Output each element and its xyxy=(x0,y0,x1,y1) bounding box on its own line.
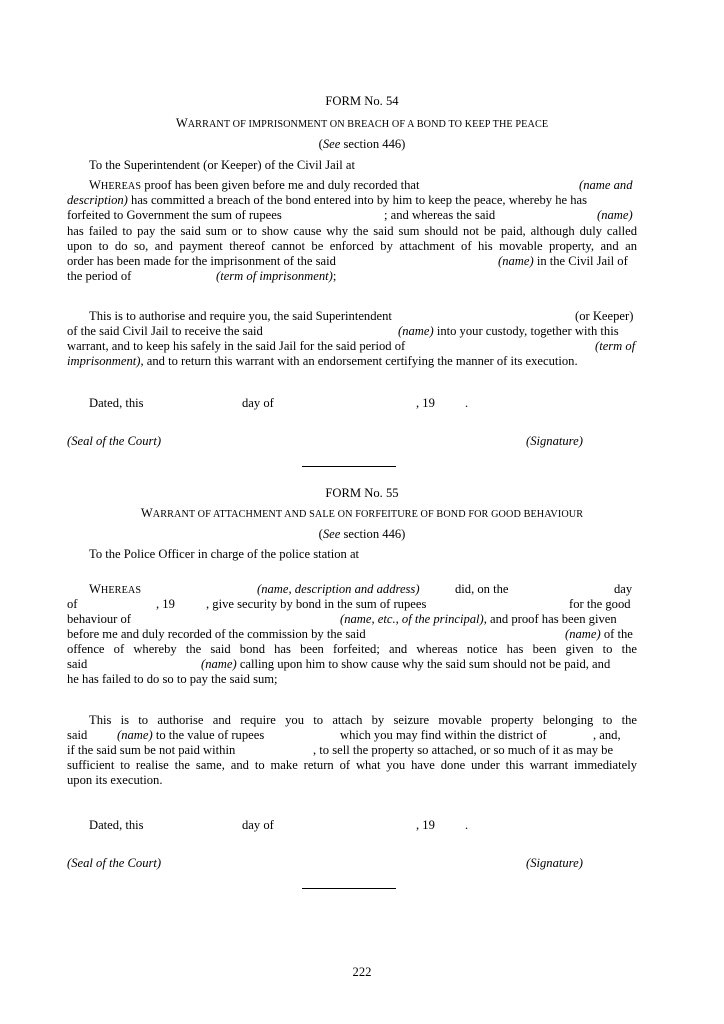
form55-para1-line6b: (name) calling upon him to show cause why the said sum should not be paid, and xyxy=(201,657,611,671)
form55-para1-line1b: did, on the xyxy=(455,582,509,596)
form55-dated-label: Dated, this xyxy=(89,818,144,832)
form55-para2-line2c: which you may find within the district of xyxy=(340,728,547,742)
form55-para1-line2a: of xyxy=(67,597,78,611)
form54-para2-line1b: (or Keeper) xyxy=(575,309,634,323)
form54-para2-line1a: This is to authorise and require you, the said Superintendent xyxy=(89,309,392,323)
form55-para2-line2d: , and, xyxy=(593,728,621,742)
form54-see-section: (See section 446) xyxy=(318,137,406,151)
form55-para1-line6a: said xyxy=(67,657,88,671)
form55-signature: (Signature) xyxy=(526,856,583,870)
form54-para1-line4: has failed to pay the said sum or to show cause why the said sum should not be paid, although duly called xyxy=(67,224,637,238)
form55-divider xyxy=(302,888,396,889)
form55-day-of: day of xyxy=(242,818,274,832)
form54-para1-line3b: ; and whereas the said xyxy=(384,208,496,222)
form55-para1-whereas: WHEREAS xyxy=(89,582,142,596)
form54-addressee: To the Superintendent (or Keeper) of the Civil Jail at xyxy=(89,158,355,172)
form54-para1-line3a: forfeited to Government the sum of rupees xyxy=(67,208,282,222)
form54-subtitle: WARRANT OF IMPRISONMENT ON BREACH OF A BOND TO KEEP THE PEACE xyxy=(175,116,549,130)
form55-para2-line2b: (name) to the value of rupees xyxy=(117,728,265,742)
form55-see-section: (See section 446) xyxy=(318,527,406,541)
form54-divider xyxy=(302,466,396,467)
form55-para1-line3a: behaviour of xyxy=(67,612,131,626)
form55-para1-line2c: , give security by bond in the sum of rupees xyxy=(206,597,427,611)
form55-year: , 19 xyxy=(416,818,435,832)
form54-para1-line6a: order has been made for the imprisonment of the said xyxy=(67,254,336,268)
form54-para2-line4: imprisonment), and to return this warrant with an endorsement certifying the manner of its execution. xyxy=(67,354,578,368)
form55-para1-line5: offence of whereby the said bond has been forfeited; and whereas notice has been given to the xyxy=(67,642,637,656)
form54-para2-line2a: of the said Civil Jail to receive the said xyxy=(67,324,263,338)
form55-para1-line2d: for the good xyxy=(569,597,631,611)
form55-para1-line1c: day xyxy=(614,582,633,596)
form55-para2-line2a: said xyxy=(67,728,88,742)
form54-para1-line7a: the period of xyxy=(67,269,132,283)
form55-title: FORM No. 55 xyxy=(325,486,399,500)
form55-para1-line4b: (name) of the xyxy=(565,627,633,641)
form54-year: , 19 xyxy=(416,396,435,410)
form54-day-of: day of xyxy=(242,396,274,410)
form54-dated-label: Dated, this xyxy=(89,396,144,410)
form55-dated-period: . xyxy=(465,818,469,832)
form54-para2-line3a: warrant, and to keep his safely in the said Jail for the said period of xyxy=(67,339,406,353)
form54-signature: (Signature) xyxy=(526,434,583,448)
form54-para1-line7b: (term of imprisonment); xyxy=(216,269,337,283)
form55-para2-line5: upon its execution. xyxy=(67,773,163,787)
form54-dated-period: . xyxy=(465,396,469,410)
form54-para1-line3-italic: (name) xyxy=(597,208,633,222)
form55-addressee: To the Police Officer in charge of the police station at xyxy=(89,547,360,561)
form54-para1-line5: upon to do so, and payment thereof cannot be enforced by attachment of his movable property, and an xyxy=(67,239,637,253)
form54-seal: (Seal of the Court) xyxy=(67,434,162,448)
page-number: 222 xyxy=(352,965,372,979)
form55-para2-line3b: , to sell the property so attached, or so much of it as may be xyxy=(313,743,614,757)
form55-para2-line4: sufficient to realise the same, and to make return of what you have done under this warrant immediately xyxy=(67,758,637,772)
form55-para1-line7: he has failed to do so to pay the said sum; xyxy=(67,672,278,686)
form55-subtitle: WARRANT OF ATTACHMENT AND SALE ON FORFEITURE OF BOND FOR GOOD BEHAVIOUR xyxy=(140,506,584,520)
form55-para2-line3a: if the said sum be not paid within xyxy=(67,743,236,757)
form55-seal: (Seal of the Court) xyxy=(67,856,162,870)
form54-title: FORM No. 54 xyxy=(325,94,399,108)
form55-para2-line1: This is to authorise and require you to attach by seizure movable property belonging to the xyxy=(89,713,637,727)
form55-para1-line2b: , 19 xyxy=(156,597,175,611)
form54-para2-line3-italic: (term of xyxy=(595,339,636,353)
form54-para1-line6b: (name) in the Civil Jail of xyxy=(498,254,628,268)
form54-para1-line1: WHEREAS proof has been given before me and duly recorded that xyxy=(89,178,420,192)
form55-para1-line1-italic: (name, description and address) xyxy=(257,582,420,596)
form55-para1-line4a: before me and duly recorded of the commission by the said xyxy=(67,627,366,641)
form54-para1-line1-italic: (name and xyxy=(579,178,633,192)
form54-para1-line2: description) has committed a breach of the bond entered into by him to keep the peace, whereby he has xyxy=(67,193,588,207)
form54-para2-line2b: (name) into your custody, together with this xyxy=(398,324,619,338)
form55-para1-line3b: (name, etc., of the principal), and proof has been given xyxy=(340,612,617,626)
